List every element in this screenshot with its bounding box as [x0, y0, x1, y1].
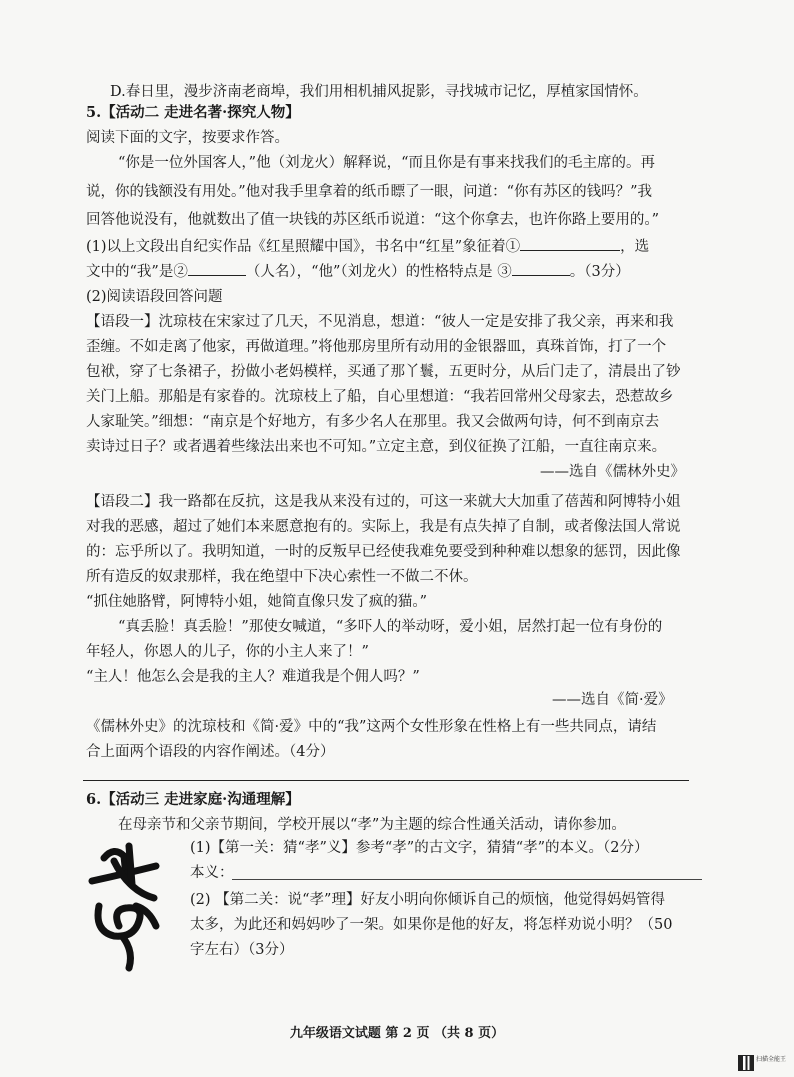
excerpt-1-source: ——选自《儒林外史》 — [540, 464, 685, 480]
excerpt-1-line-1: 【语段一】沈琼枝在宋家过了几天，不见消息，想道：“彼人一定是安排了我父亲，再来和我 — [86, 314, 674, 330]
q6-question-2-line-2: 太多，为此还和妈妈吵了一架。如果你是他的好友，将怎样劝说小明？（50 — [190, 917, 673, 933]
q5-intro: 阅读下面的文字，按要求作答。 — [86, 130, 289, 146]
q6-answer-line[interactable] — [232, 879, 702, 880]
excerpt-2-line-6: “真丢脸！真丢脸！”那使女喊道，“多吓人的举动呀，爱小姐，居然打起一位有身份的 — [118, 619, 663, 635]
answer-blank-3[interactable] — [512, 261, 570, 276]
q6-intro: 在母亲节和父亲节期间，学校开展以“孝”为主题的综合性通关活动，请你参加。 — [118, 817, 626, 833]
q5-heading: 5.【活动二 走进名著·探究人物】 — [86, 104, 300, 121]
excerpt-1-line-3: 包袱，穿了七条裙子，扮做小老妈模样，买通了那丫鬟，五更时分，从后门走了，清晨出了钞 — [86, 364, 681, 380]
excerpt-2-line-8: “主人！他怎么会是我的主人？难道我是个佣人吗？” — [86, 669, 420, 685]
q5-passage-line-1: “你是一位外国客人，”他（刘龙火）解释说，“而且你是有事来找我们的毛主席的。再 — [118, 155, 655, 171]
excerpt-2-line-4: 所有造反的奴隶那样，我在绝望中下决心索性一不做二不休。 — [86, 569, 478, 585]
excerpt-2-line-2: 对我的恶感，超过了她们本来愿意抱有的。实际上，我是有点失掉了自制，或者像法国人常说 — [86, 519, 681, 535]
excerpt-2-source: ——选自《简·爱》 — [552, 692, 673, 708]
page-footer: 九年级语文试题 第 2 页 （共 8 页） — [289, 1026, 505, 1041]
comparison-question-line-2: 合上面两个语段的内容作阐述。（4分） — [86, 744, 335, 760]
excerpt-2-line-3: 的：忘乎所以了。我明知道，一时的反叛早已经使我难免要受到种种难以想象的惩罚，因此像 — [86, 544, 681, 560]
q5-question-1-line-1: (1)以上文段出自纪实作品《红星照耀中国》，书名中“红星”象征着① ，选 — [86, 236, 649, 257]
answer-blank-2[interactable] — [188, 261, 246, 276]
excerpt-2-line-7: 年轻人，你恩人的儿子，你的小主人来了！” — [86, 644, 369, 660]
excerpt-2-line-1: 【语段二】我一路都在反抗，这是我从来没有过的，可这一来就大大加重了蓓茜和阿博特小姐 — [86, 494, 681, 510]
option-d: D.春日里，漫步济南老商埠，我们用相机捕风捉影，寻找城市记忆，厚植家国情怀。 — [110, 84, 648, 100]
excerpt-2-line-5: “抓住她胳臂，阿博特小姐，她简直像只发了疯的猫。” — [86, 594, 428, 610]
section-divider — [83, 780, 689, 781]
qr-code-icon — [738, 1055, 754, 1071]
q6-question-2-line-3: 字左右）（3分） — [190, 942, 294, 958]
ancient-xiao-character-icon — [84, 836, 174, 976]
q6-question-1: (1)【第一关：猜“孝”义】参考“孝”的古文字，猜猜“孝”的本义。（2分） — [190, 840, 649, 856]
q5-question-2: (2)阅读语段回答问题 — [86, 289, 223, 305]
q6-answer-label: 本义： — [190, 865, 234, 881]
excerpt-1-line-2: 歪缠。不如走离了他家，再做道理。”将他那房里所有动用的金银器皿，真珠首饰，打了一个 — [86, 339, 667, 355]
q5-passage-line-2: 说，你的钱额没有用处。”他对我手里拿着的纸币瞟了一眼，问道：“你有苏区的钱吗？”我 — [86, 184, 652, 200]
excerpt-1-line-4: 关门上船。那船是有家眷的。沈琼枝上了船，自心里想道：“我若回常州父母家去，恐惹故乡 — [86, 389, 674, 405]
q6-heading: 6.【活动三 走进家庭·沟通理解】 — [86, 791, 300, 808]
excerpt-1-line-5: 人家耻笑。”细想：“南京是个好地方，有多少名人在那里。我又会做两句诗，何不到南京去 — [86, 414, 660, 430]
q5-passage-line-3: 回答他说没有，他就数出了值一块钱的苏区纸币说道：“这个你拿去，也许你路上要用的。” — [86, 212, 660, 228]
q5-question-1-line-2: 文中的“我”是② （人名），“他”（刘龙火）的性格特点是 ③ 。（3分） — [86, 261, 630, 282]
answer-blank-1[interactable] — [520, 236, 620, 251]
excerpt-1-line-6: 卖诗过日子？或者遇着些缘法出来也不可知。”立定主意，到仪征换了江船，一直往南京来。 — [86, 439, 667, 455]
q6-question-2-line-1: (2) 【第二关：说“孝”理】好友小明向你倾诉自己的烦恼，他觉得妈妈管得 — [190, 892, 665, 908]
scanner-watermark: 扫描全能王 — [756, 1056, 787, 1063]
comparison-question-line-1: 《儒林外史》的沈琼枝和《简·爱》中的“我”这两个女性形象在性格上有一些共同点，请结 — [86, 719, 657, 735]
